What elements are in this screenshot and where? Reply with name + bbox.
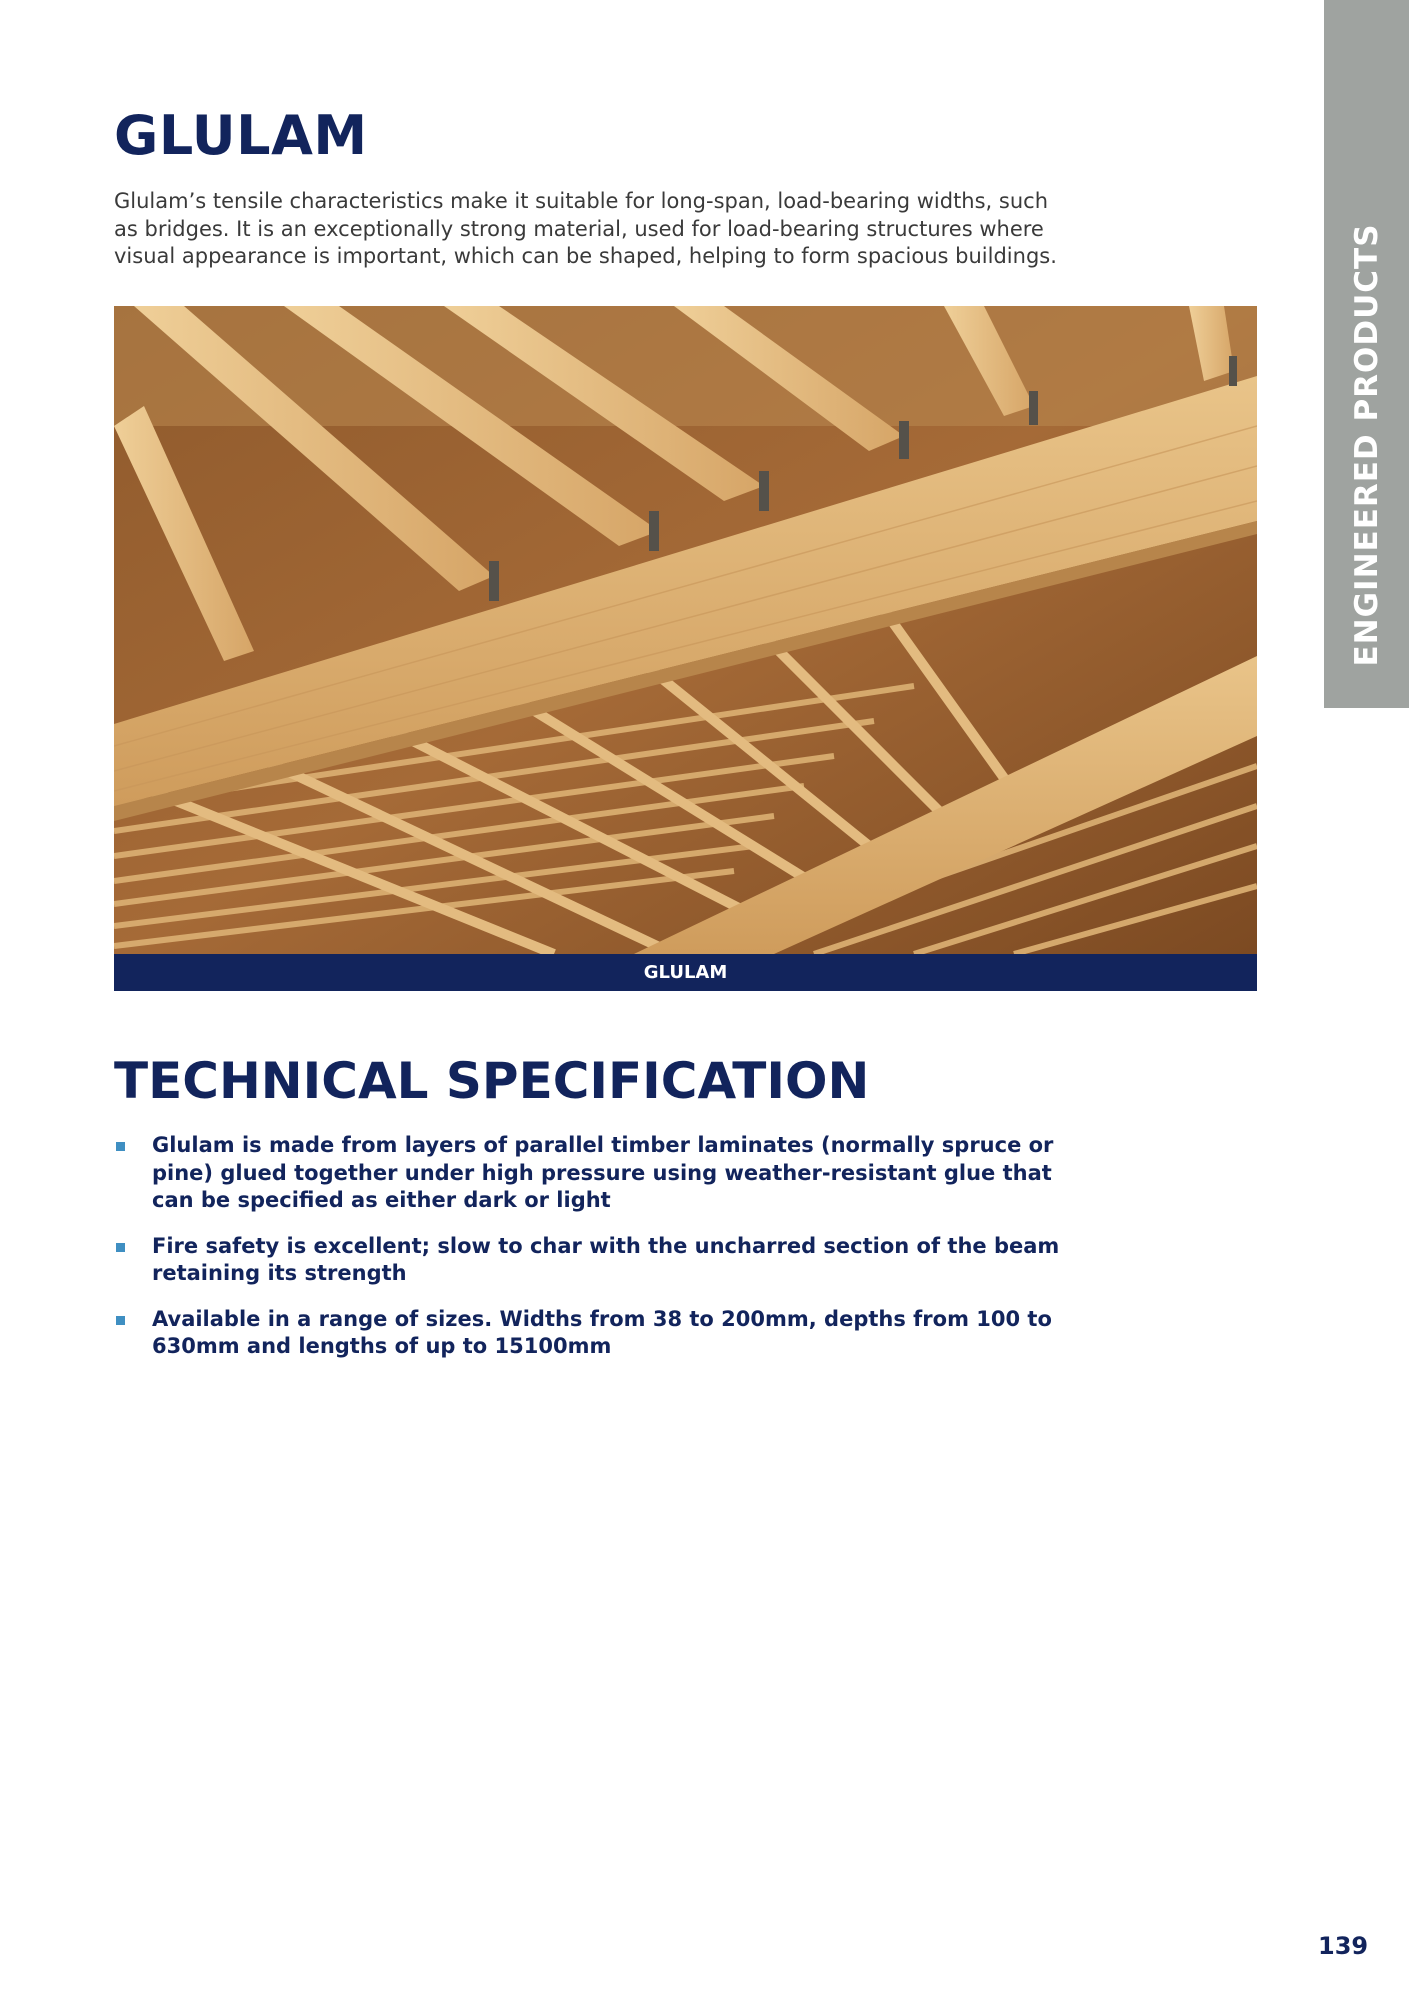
spec-list [114, 1132, 1074, 1379]
list-item-text: Available in a range of sizes. Widths from 38 to 200mm, depths from 100 to 630mm and lengths of up to 15100mm [152, 1306, 1052, 1358]
side-tab [1324, 0, 1409, 708]
bullet-square-icon [116, 1316, 125, 1325]
glulam-photo [114, 306, 1257, 954]
list-item [114, 1132, 1074, 1215]
page-title: GLULAM [114, 104, 368, 167]
bullet-square-icon [116, 1243, 125, 1252]
intro-paragraph: Glulam’s tensile characteristics make it suitable for long-span, load-bearing widths, such as bridges. It is an exceptionally strong material, used for load-bearing structures where visual appearance is important, which can be shaped, helping to form spacious buildings. [114, 189, 1057, 268]
list-item-text: Fire safety is excellent; slow to char with the uncharred section of the beam retaining its strength [152, 1233, 1060, 1285]
bullet-square-icon [116, 1142, 125, 1151]
list-item-text: Glulam is made from layers of parallel timber laminates (normally spruce or pine) glued together under high pressure using weather-resistant glue that can be specified as either dark or light [152, 1133, 1054, 1212]
list-item [114, 1306, 1074, 1361]
page-number: 139 [1318, 1932, 1369, 1960]
photo-caption-bar [114, 954, 1257, 991]
section-title: TECHNICAL SPECIFICATION [114, 1052, 870, 1110]
photo-caption: GLULAM [643, 962, 728, 983]
list-item [114, 1233, 1074, 1288]
side-tab-label: ENGINEERED PRODUCTS [1348, 223, 1385, 667]
